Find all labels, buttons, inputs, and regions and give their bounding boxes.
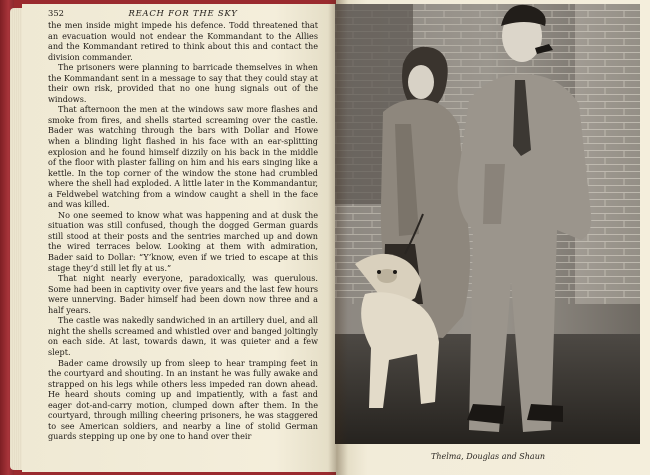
- running-title: REACH FOR THE SKY: [128, 8, 238, 18]
- paragraph: The castle was nakedly sandwiched in an artillery duel, and all night the shells screamed and whistled over and banged joltingly on each side. At last, towards dawn, it was quieter and a few slept.: [48, 315, 318, 357]
- photograph: [335, 4, 640, 444]
- photo-illustration: [335, 4, 640, 444]
- paragraph: the men inside might impede his defence. Todd threatened that an evacuation would not endear the Kommandant to the Allies and the Kommandant retired to think about this and contact the division commander.: [48, 20, 318, 62]
- paragraph: That night nearly everyone, paradoxically, was querulous. Some had been in captivity over five years and the last few hours were unnerving. Bader himself had been down now three and a half years.: [48, 273, 318, 315]
- paragraph: That afternoon the men at the windows saw more flashes and smoke from fires, and shells started screaming over the castle. Bader was watching through the bars with Dollar and Howe when a blinding light flashed in his face with an ear-splitting explosion and he found himself dizzily on his back in the middle of the floor with plaster falling on him and his ears singing like a kettle. In the top corner of the window the stone had crumbled where the shell had exploded. A little later in the Kommandantur, a Feldwebel watching from a window caught a shell in the face and was killed.: [48, 104, 318, 210]
- page-number: 352: [48, 8, 64, 18]
- paragraph: Bader came drowsily up from sleep to hear tramping feet in the courtyard and shouting. In an instant he was fully awake and strapped on his legs while others less impeded ran down ahead. He heard shouts coming up and impatiently, with a fast and eager dot-and-carry motion, clumped down after them. In the courtyard, through milling cheering prisoners, he was staggered to see American soldiers, and nearby a line of stolid German guards stepping up one by one to hand over their: [48, 357, 318, 442]
- paragraph: The prisoners were planning to barricade themselves in when the Kommandant sent in a message to say that they could stay at their own risk, provided that no one hung signals out of the windows.: [48, 62, 318, 104]
- body-text: [48, 20, 318, 442]
- photo-caption: Thelma, Douglas and Shaun: [431, 452, 545, 461]
- paragraph: No one seemed to know what was happening and at dusk the situation was still confused, though the dogged German guards still stood at their posts and the sentries marched up and down the wired terraces below. Looking at them with admiration, Bader said to Dollar: “Y’know, even if we tried to escape at this stage they’d still let fly at us.”: [48, 209, 318, 273]
